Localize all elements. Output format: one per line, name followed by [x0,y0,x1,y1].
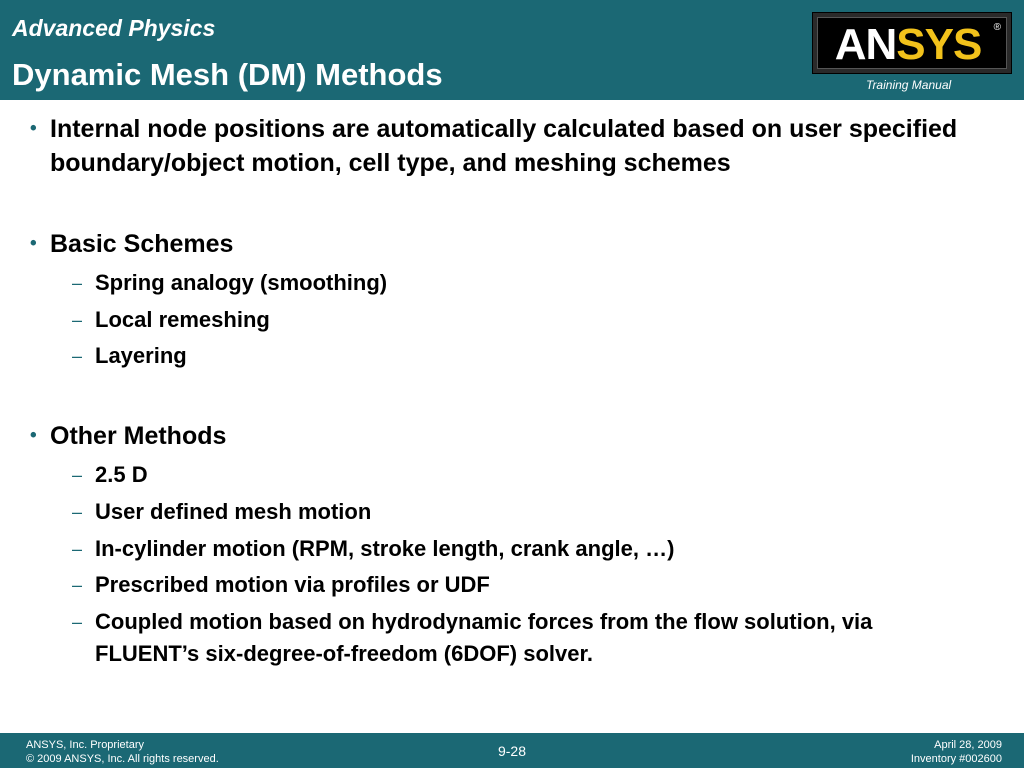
sub-item-text: Prescribed motion via profiles or UDF [95,572,490,597]
bullet-basic-schemes [30,227,980,261]
sub-item-text: User defined mesh motion [95,499,372,524]
section-subtitle: Advanced Physics [12,15,216,41]
footer-date: April 28, 2009 [934,739,1002,751]
bullet-internal-node-positions [30,112,980,180]
sub-item-prescribed-motion [72,569,975,601]
sub-marker: – [72,502,83,522]
bullet-marker: • [30,233,37,254]
inventory-number: Inventory #002600 [910,753,1002,765]
sub-item-in-cylinder-motion [72,533,975,565]
bullet-marker: • [30,425,37,446]
registered-mark: ® [993,22,1001,33]
sub-marker: – [72,539,83,559]
proprietary-notice: ANSYS, Inc. Proprietary [26,739,144,751]
sub-item-text: Local remeshing [95,307,270,332]
sub-marker: – [72,346,83,366]
sub-item-text: 2.5 D [95,462,148,487]
ansys-logo [812,12,1012,74]
copyright-notice: © 2009 ANSYS, Inc. All rights reserved. [26,753,219,765]
sub-item-text: Spring analogy (smoothing) [95,270,388,295]
sub-item-spring-analogy [72,267,975,299]
sub-marker: – [72,273,83,293]
bullet-text: Other Methods [50,422,227,450]
sub-item-text: Layering [95,343,187,368]
sub-marker: – [72,612,83,632]
sub-item-text: In-cylinder motion (RPM, stroke length, crank angle, …) [95,536,675,561]
sub-item-2-5-d [72,459,975,491]
logo-text-an: AN [834,20,897,69]
sub-item-text: Coupled motion based on hydrodynamic forces from the flow solution, via FLUENT’s six-degree-of-freedom (6DOF) solver. [95,609,873,666]
sub-item-user-defined-mesh-motion [72,496,975,528]
sub-marker: – [72,310,83,330]
sub-marker: – [72,465,83,485]
sub-item-layering [72,340,975,372]
sub-item-local-remeshing [72,304,975,336]
bullet-text: Internal node positions are automatically calculated based on user specified boundary/object motion, cell type, and meshing schemes [50,115,958,177]
slide-title: Dynamic Mesh (DM) Methods [12,57,443,92]
bullet-text: Basic Schemes [50,230,234,258]
footer-bar [0,733,1024,768]
page-number: 9-28 [497,743,527,759]
training-manual-label: Training Manual [866,78,952,92]
sub-marker: – [72,575,83,595]
bullet-marker: • [30,118,37,139]
footer-right [911,738,1002,766]
sub-item-coupled-motion [72,606,975,670]
header-bar [0,0,1024,100]
logo-wordmark [818,20,998,69]
logo-text-sys: SYS [896,20,982,69]
logo-frame [817,17,1007,69]
bullet-other-methods [30,419,980,453]
